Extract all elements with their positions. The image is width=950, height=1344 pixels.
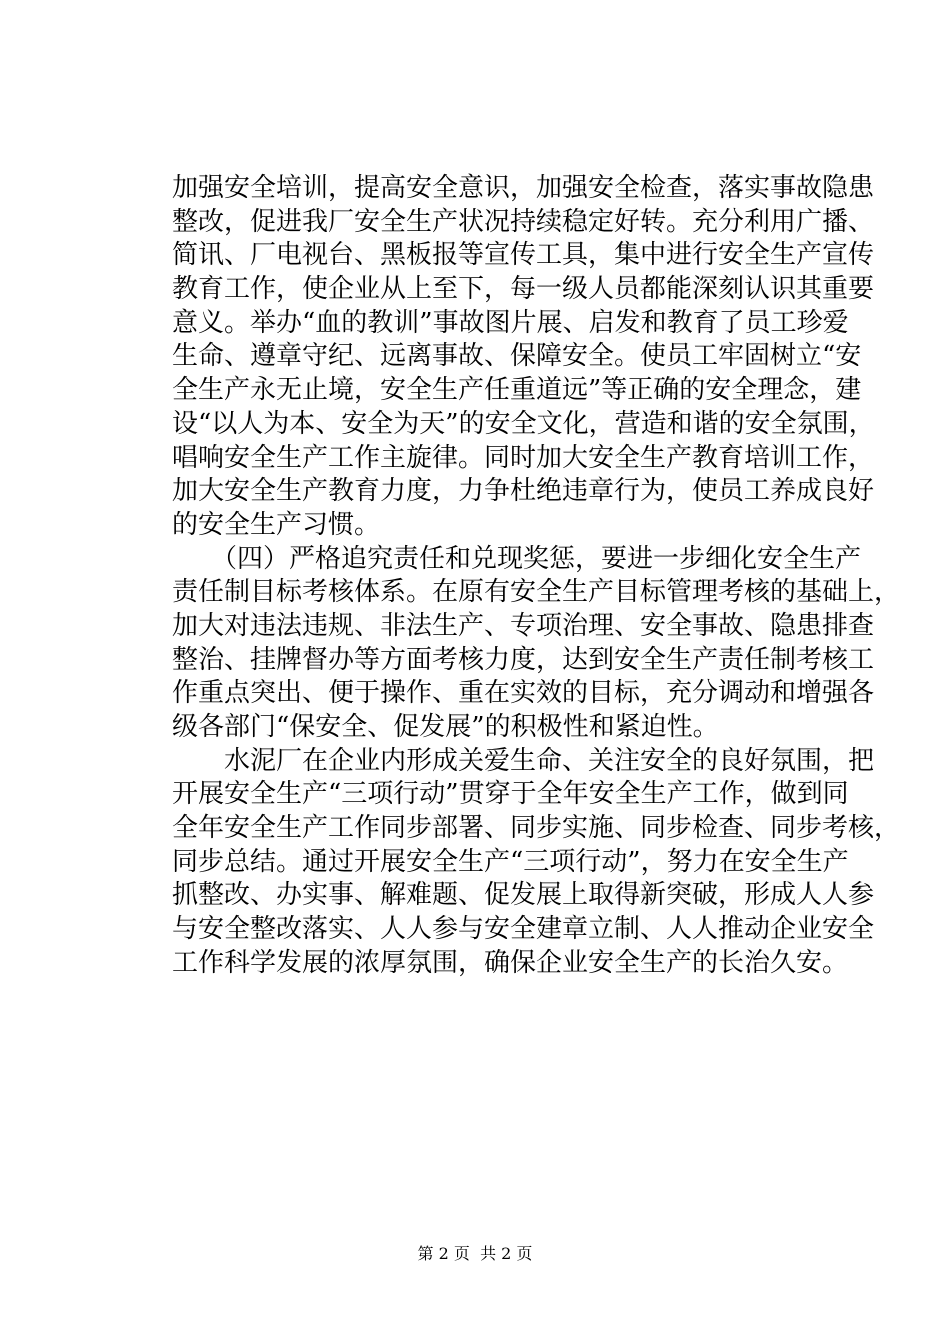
text-line: 加强安全培训，提高安全意识，加强安全检查，落实事故隐患 (172, 173, 875, 203)
body-text (172, 172, 901, 981)
text-line: 抓整改、办实事、解难题、促发展上取得新突破，形成人人参 (172, 880, 875, 911)
text-line: 生命、遵章守纪、远离事故、保障安全。使员工牢固树立“安 (172, 341, 862, 372)
text-line: 唱响安全生产工作主旋律。同时加大安全生产教育培训工作， (172, 442, 875, 473)
text-line: 同步总结。通过开展安全生产“三项行动”，努力在安全生产 (172, 846, 849, 877)
text-line: 与安全整改落实、人人参与安全建章立制、人人推动企业安全 (172, 914, 875, 945)
text-line: 整改，促进我厂安全生产状况持续稳定好转。充分利用广播、 (172, 206, 875, 237)
text-line: 整治、挂牌督办等方面考核力度，达到安全生产责任制考核工 (172, 644, 875, 675)
text-line: 开展安全生产“三项行动”贯穿于全年安全生产工作，做到同 (172, 779, 849, 810)
text-line: 级各部门“保安全、促发展”的积极性和紧迫性。 (172, 712, 719, 742)
text-line: 简讯、厂电视台、黑板报等宣传工具，集中进行安全生产宣传 (172, 240, 875, 271)
text-line: 设“以人为本、安全为天”的安全文化，营造和谐的安全氛围， (172, 408, 875, 439)
text-line: 加大对违法违规、非法生产、专项治理、安全事故、隐患排查 (172, 610, 875, 641)
page-footer (0, 1244, 950, 1264)
text-line: 加大安全生产教育力度，力争杜绝违章行为，使员工养成良好 (172, 476, 875, 507)
text-line: 责任制目标考核体系。在原有安全生产目标管理考核的基础上， (172, 577, 901, 608)
text-line: 工作科学发展的浓厚氛围，确保企业安全生产的长治久安。 (172, 947, 849, 978)
text-line: 水泥厂在企业内形成关爱生命、关注安全的良好氛围，把 (172, 745, 875, 776)
text-line: （四）严格追究责任和兑现奖惩，要进一步细化安全生产 (172, 543, 862, 574)
text-line: 作重点突出、便于操作、重在实效的目标，充分调动和增强各 (172, 678, 875, 709)
text-line: 全年安全生产工作同步部署、同步实施、同步检查、同步考核， (172, 813, 901, 844)
text-line: 全生产永无止境，安全生产任重道远”等正确的安全理念，建 (172, 375, 862, 406)
text-line: 教育工作，使企业从上至下，每一级人员都能深刻认识其重要 (172, 274, 875, 305)
text-line: 的安全生产习惯。 (172, 509, 381, 540)
text-line: 意义。举办“血的教训”事故图片展、启发和教育了员工珍爱 (172, 307, 849, 338)
page-number-label: 第 2 页 共 2 页 (417, 1244, 533, 1263)
